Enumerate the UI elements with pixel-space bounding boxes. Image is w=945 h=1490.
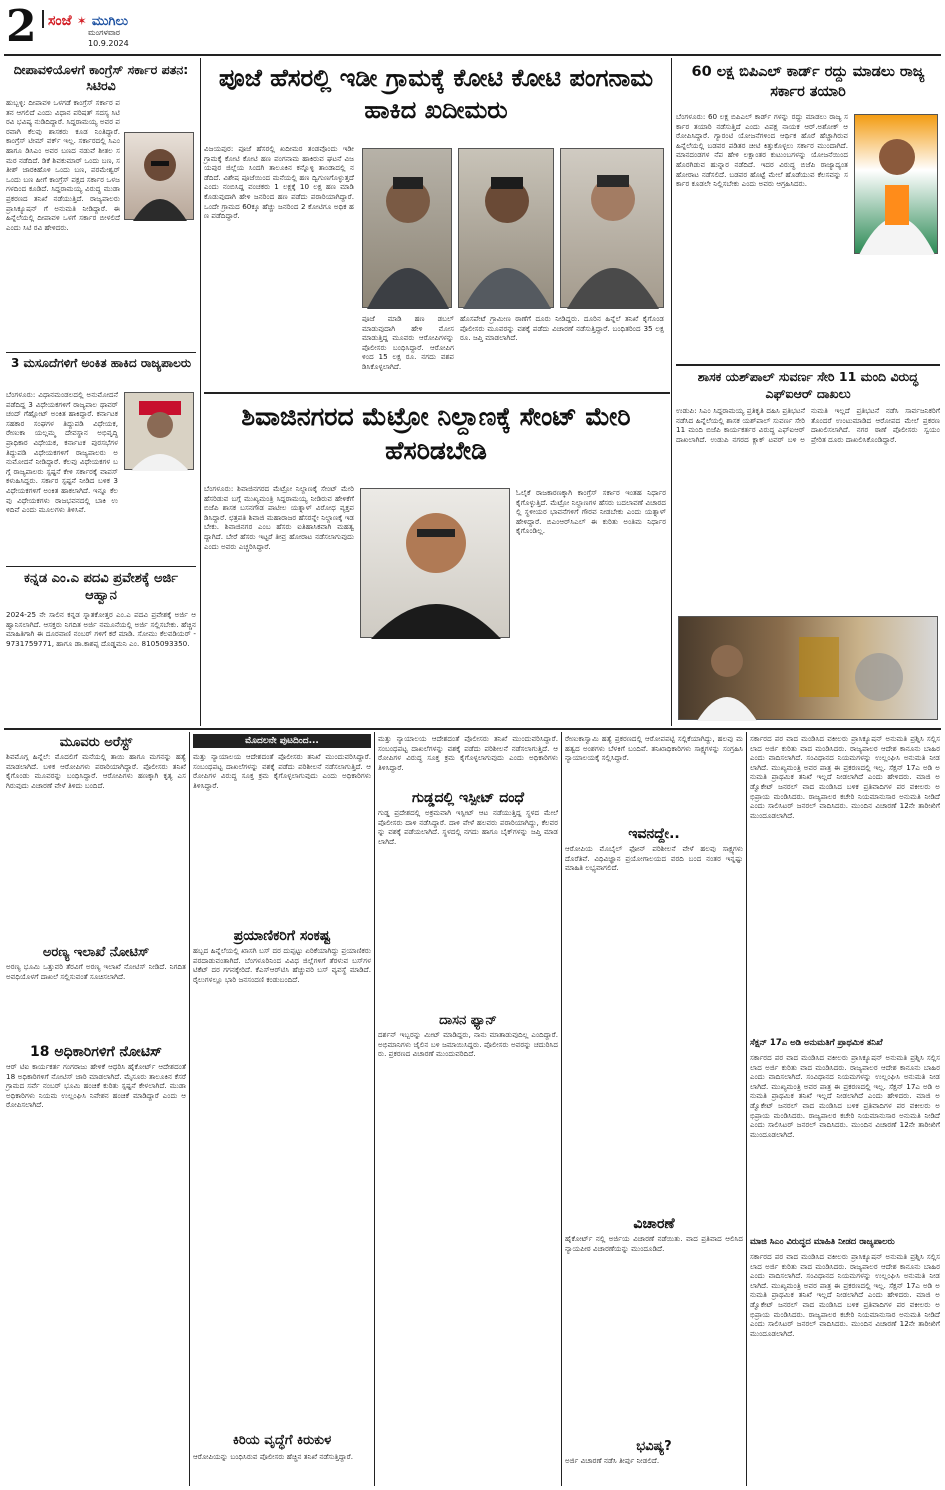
body-bhavishya: ಅರ್ಜಿ ವಿಚಾರಣೆ ನಡೆಸಿ ತೀರ್ಪು ನೀಡಲಿದೆ.	[565, 1456, 660, 1465]
headline-kannada-ma: ಕನ್ನಡ ಎಂ.ಎ ಪದವಿ ಪ್ರವೇಶಕ್ಕೆ ಅರ್ಜಿ ಆಹ್ವಾನ	[23, 571, 178, 603]
body-fan: ದರ್ಶನ್ ಇಬ್ಬರನ್ನು ಮೀಟ್ ಮಾಡಿದ್ದರು, ನಾನು ಮಾತಾಡುವುದಿಲ್ಲ ಎಂದಿದ್ದಾರೆ. ಅಭಿಮಾನಿಗಳು ಜೈಲಿನ ಬಳಿ ಜಮಾಯಿಸಿದ್ದರು. ಪೊಲೀಸರು ಅವರನ್ನು ಚದುರಿಸಿದರು. ಪ್ರಕರಣದ ವಿಚಾರಣೆ ಮುಂದುವರಿದಿದೆ.	[378, 1030, 558, 1059]
right-column-divider	[671, 58, 672, 726]
headline-bhavishya: ಭವಿಷ್ಯ?	[636, 1439, 672, 1454]
body-col5-b: ಸರ್ಕಾರದ ಪರ ವಾದ ಮಂಡಿಸಿದ ವಕೀಲರು ಪ್ರಾಸಿಕ್ಯೂಷನ್ ಅನುಮತಿ ಪ್ರಶ್ನಿಸಿ ಸಲ್ಲಿಸಲಾದ ಅರ್ಜಿ ಕುರಿತು ವಾದ ಮಂಡಿಸಿದರು. ರಾಜ್ಯಪಾಲರ ಆದೇಶ ಕಾನೂನು ಬಾಹಿರ ಎಂದು ವಾದಿಸಲಾಗಿದೆ. ಸಂವಿಧಾನದ ನಿಯಮಗಳನ್ನು ಉಲ್ಲಂಘಿಸಿ ಅನುಮತಿ ನೀಡಲಾಗಿದೆ. ಮುಖ್ಯಮಂತ್ರಿ ಅವರ ಪಾತ್ರ ಈ ಪ್ರಕರಣದಲ್ಲಿ ಇಲ್ಲ. ಸೆಕ್ಷನ್ 17ಎ ಅಡಿ ಅನುಮತಿ ಪ್ರಾಥಮಿಕ ತನಿಖೆ ಇಲ್ಲದೆ ನೀಡಲಾಗಿದೆ ಎಂದು ಹೇಳಿದರು. ಮಾಜಿ ಅಡ್ವೊಕೇಟ್ ಜನರಲ್ ವಾದ ಮಂಡಿಸಿದ ಬಳಿಕ ಪ್ರತಿವಾದಿಗಳ ಪರ ವಕೀಲರು ಅಭಿಪ್ರಾಯ ಮಂಡಿಸಿದರು. ರಾಜ್ಯಪಾಲರ ಕಚೇರಿ ನಿಯಮಾನುಸಾರ ಅನುಮತಿ ನೀಡಿದೆ ಎಂದು ಸಾಲಿಸಿಟರ್ ಜನರಲ್ ವಾದಿಸಿದರು. ಮುಂದಿನ ವಿಚಾರಣೆ 12ನೇ ತಾರೀಖಿಗೆ ಮುಂದೂಡಲಾಗಿದೆ.	[750, 1053, 940, 1139]
story-bpl	[676, 62, 940, 362]
body-fraud-d: ಹೊಸಪೇಟೆ ಗ್ರಾಮೀಣ ಠಾಣೆಗೆ ದೂರು ನೀಡಿದ್ದರು. ದೂರಿನ ಹಿನ್ನೆಲೆ ತನಿಖೆ ಕೈಗೊಂಡ ಪೊಲೀಸರು ಮೂವರನ್ನು ವಶಕ್ಕೆ ಪಡೆದು ವಿಚಾರಣೆ ನಡೆಸುತ್ತಿದ್ದಾರೆ. ಬಂಧಿತರಿಂದ 35 ಲಕ್ಷ ರೂ. ಜಪ್ತಿ ಮಾಡಲಾಗಿದೆ.	[460, 314, 664, 343]
left-rule-1	[6, 352, 196, 353]
headline-arrest: ಮೂವರು ಅರೆಸ್ಟ್	[59, 735, 133, 750]
bottom-divider-1	[189, 732, 190, 1486]
body-travel: ಹಬ್ಬದ ಹಿನ್ನೆಲೆಯಲ್ಲಿ ಖಾಸಗಿ ಬಸ್ ದರ ದುಪ್ಪಟ್ಟು ಏರಿಕೆಯಾಗಿದ್ದು ಪ್ರಯಾಣಿಕರು ಪರದಾಡುವಂತಾಗಿದೆ. ಬೆಂಗಳೂರಿನಿಂದ ವಿವಿಧ ಜಿಲ್ಲೆಗಳಿಗೆ ತೆರಳುವ ಬಸ್‌ಗಳ ಟಿಕೆಟ್ ದರ ಗಗನಕ್ಕೇರಿದೆ. ಕೆಎಸ್‌ಆರ್‌ಟಿಸಿ ಹೆಚ್ಚುವರಿ ಬಸ್ ವ್ಯವಸ್ಥೆ ಮಾಡಿದೆ. ರೈಲುಗಳಲ್ಲೂ ಭಾರಿ ಜನಸಂದಣಿ ಕಂಡುಬಂದಿದೆ.	[193, 946, 371, 984]
body-ctravi-text: ಹುಬ್ಬಳ್ಳಿ: ದೀಪಾವಳಿ ಒಳಗಡೆ ಕಾಂಗ್ರೆಸ್ ಸರ್ಕಾರ ಪತನ ಆಗಲಿದೆ ಎಂದು ವಿಧಾನ ಪರಿಷತ್ ಸದಸ್ಯ ಸಿಟಿ ರವಿ ಭವಿಷ್ಯ ನುಡಿದಿದ್ದಾರೆ. ಸಿದ್ದರಾಮಯ್ಯ ಅವರ ಪರವಾಗಿ ಕೆಲವು ಶಾಸಕರು ಕೂಡ ನಿಂತಿದ್ದಾರೆ. ಕಾಂಗ್ರೆಸ್ ಟೀಮ್ ವರ್ಕ್ ಇಲ್ಲ. ಸರ್ಕಾರದಲ್ಲಿ ಸಿಎಂ ಹಾಗೂ ಡಿಸಿಎಂ ಅವರ ಬಣದ ನಡುವೆ ಶೀತಲ ಸಮರ ನಡೆದಿದೆ. ಡಿಕೆ ಶಿವಕುಮಾರ್ ಒಂದು ಬಣ, ಸತೀಶ್ ಜಾರಕಿಹೊಳಿ ಒಂದು ಬಣ, ಪರಮೇಶ್ವರ್ ಒಂದು ಬಣ ಹೀಗೆ ಕಾಂಗ್ರೆಸ್ ಪಕ್ಷದ ಸರ್ಕಾರ ಒಳಜಗಳದಿಂದ ಕೂಡಿದೆ. ಸಿದ್ದರಾಮಯ್ಯ ವಿರುದ್ಧ ಮುಡಾ ಪ್ರಕರಣದ ತನಿಖೆ ನಡೆಯುತ್ತಿದೆ. ರಾಜ್ಯಪಾಲರು ಪ್ರಾಸಿಕ್ಯೂಷನ್ ಗೆ ಅನುಮತಿ ನೀಡಿದ್ದಾರೆ. ಈ ಹಿನ್ನೆಲೆಯಲ್ಲಿ ದೀಪಾವಳಿ ಒಳಗೆ ಸರ್ಕಾರ ಬೀಳಲಿದೆ ಎಂದು ಸಿಟಿ ರವಿ ಹೇಳಿದರು.	[6, 98, 120, 232]
accused-portrait-icon	[363, 149, 453, 309]
body-bpl: ಬೆಂಗಳೂರು: 60 ಲಕ್ಷ ಬಿಪಿಎಲ್ ಕಾರ್ಡ್ ಗಳನ್ನು ರದ್ದು ಮಾಡಲು ರಾಜ್ಯ ಸರ್ಕಾರ ತಯಾರಿ ನಡೆಸುತ್ತಿದೆ ಎಂದು ವಿಪಕ್ಷ ನಾಯಕ ಆರ್.ಅಶೋಕ್ ಆರೋಪಿಸಿದ್ದಾರೆ. ಗ್ಯಾರಂಟಿ ಯೋಜನೆಗಳಿಂದ ಆರ್ಥಿಕ ಹೊರೆ ಹೆಚ್ಚಾಗಿರುವ ಹಿನ್ನೆಲೆಯಲ್ಲಿ ಬಡವರ ಪಡಿತರ ಚೀಟಿ ಕಿತ್ತುಕೊಳ್ಳಲು ಸರ್ಕಾರ ಮುಂದಾಗಿದೆ. ಮಾನದಂಡಗಳ ನೆಪ ಹೇಳಿ ಲಕ್ಷಾಂತರ ಕುಟುಂಬಗಳನ್ನು ಯೋಜನೆಯಿಂದ ಹೊರಗಿಡುವ ಹುನ್ನಾರ ನಡೆದಿದೆ. ಇದರ ವಿರುದ್ಧ ಬಿಜೆಪಿ ರಾಜ್ಯಾದ್ಯಂತ ಹೋರಾಟ ನಡೆಸಲಿದೆ. ಬಡವರ ಹೊಟ್ಟೆ ಮೇಲೆ ಹೊಡೆಯುವ ಕೆಲಸವನ್ನು ಸರ್ಕಾರ ಕೂಡಲೇ ನಿಲ್ಲಿಸಬೇಕು ಎಂದು ಅವರು ಆಗ್ರಹಿಸಿದರು.	[676, 112, 848, 189]
story-ctravi	[6, 62, 196, 362]
body-ctravi	[6, 98, 196, 360]
headline-travel: ಪ್ರಯಾಣಿಕರಿಗೆ ಸಂಕಷ್ಟ	[233, 928, 331, 944]
politician-portrait-icon	[855, 115, 939, 255]
headline-governor: 3 ಮಸೂದೆಗಳಿಗೆ ಅಂಕಿತ ಹಾಕಿದ ರಾಜ್ಯಪಾಲರು	[10, 356, 192, 370]
politician-portrait-icon	[361, 489, 511, 639]
page-number: 2	[6, 1, 37, 52]
story-kannada-ma	[6, 570, 196, 724]
headline-fan: ದಾಸನ ಫ್ಯಾನ್	[439, 1013, 497, 1028]
headline-ctravi: ದೀಪಾವಳಿಯೊಳಗೆ ಕಾಂಗ್ರೆಸ್ ಸರ್ಕಾರ ಪತನ: ಸಿಟಿರವಿ	[13, 62, 189, 93]
bottom-col-5	[750, 734, 940, 1486]
bottom-col-2	[193, 734, 371, 1486]
subhead-rajya: ಮಾಜಿ ಸಿಎಂ ವಿರುದ್ಧದ ಮಾಹಿತಿ ನೀಡದ ರಾಜ್ಯಪಾಲರು	[750, 1237, 895, 1247]
body-gudda: ಗುಡ್ಡ ಪ್ರದೇಶದಲ್ಲಿ ಅಕ್ರಮವಾಗಿ ಇಸ್ಪೀಟ್ ಆಟ ನಡೆಯುತ್ತಿದ್ದ ಸ್ಥಳದ ಮೇಲೆ ಪೊಲೀಸರು ದಾಳಿ ನಡೆಸಿದ್ದಾರೆ. ದಾಳಿ ವೇಳೆ ಹಲವರು ಪರಾರಿಯಾಗಿದ್ದು, ಕೆಲವರನ್ನು ವಶಕ್ಕೆ ಪಡೆಯಲಾಗಿದೆ. ಸ್ಥಳದಲ್ಲಿ ನಗದು ಹಾಗೂ ಬೈಕ್‌ಗಳನ್ನು ಜಪ್ತಿ ಮಾಡಲಾಗಿದೆ.	[378, 808, 558, 846]
story-metro	[204, 396, 668, 726]
bottom-divider-4	[746, 732, 747, 1486]
body-metro-a: ಬೆಂಗಳೂರು: ಶಿವಾಜಿನಗರದ ಮೆಟ್ರೋ ನಿಲ್ದಾಣಕ್ಕೆ ಸೇಂಟ್ ಮೇರಿ ಹೆಸರಿಡುವ ಬಗ್ಗೆ ಮುಖ್ಯಮಂತ್ರಿ ಸಿದ್ದರಾಮಯ್ಯ ನೀಡಿರುವ ಹೇಳಿಕೆಗೆ ಬಿಜೆಪಿ ಶಾಸಕ ಬಸನಗೌಡ ಪಾಟೀಲ ಯತ್ನಾಳ್ ವಿರೋಧ ವ್ಯಕ್ತಪಡಿಸಿದ್ದಾರೆ. ಛತ್ರಪತಿ ಶಿವಾಜಿ ಮಹಾರಾಜರ ಹೆಸರನ್ನೇ ನಿಲ್ದಾಣಕ್ಕೆ ಇಡಬೇಕು. ಶಿವಾಜಿನಗರ ಎಂಬ ಹೆಸರು ಐತಿಹಾಸಿಕವಾಗಿ ಮಹತ್ವದ್ದಾಗಿದೆ. ಬೇರೆ ಹೆಸರು ಇಟ್ಟರೆ ತೀವ್ರ ಹೋರಾಟ ನಡೆಸಲಾಗುವುದು ಎಂದು ಅವರು ಎಚ್ಚರಿಸಿದ್ದಾರೆ.	[204, 484, 354, 551]
body-col2: ಮತ್ತು ನ್ಯಾಯಾಲಯ ಆದೇಶದಂತೆ ಪೊಲೀಸರು ತನಿಖೆ ಮುಂದುವರಿಸಿದ್ದಾರೆ. ಸಂಬಂಧಪಟ್ಟ ದಾಖಲೆಗಳನ್ನು ವಶಕ್ಕೆ ಪಡೆದು ಪರಿಶೀಲನೆ ನಡೆಸಲಾಗುತ್ತಿದೆ. ಆರೋಪಿಗಳ ವಿರುದ್ಧ ಸೂಕ್ತ ಕ್ರಮ ಕೈಗೊಳ್ಳಲಾಗುವುದು ಎಂದು ಅಧಿಕಾರಿಗಳು ತಿಳಿಸಿದ್ದಾರೆ.	[193, 752, 371, 790]
brand-name-b: ಮುಗಿಲು	[91, 14, 129, 29]
issue-day: ಮಂಗಳವಾರ	[88, 28, 121, 37]
headline-vichara: ವಿಚಾರಣೆ	[633, 1216, 675, 1232]
body-kannada-ma: 2024-25 ನೇ ಸಾಲಿನ ಕನ್ನಡ ಸ್ನಾತಕೋತ್ತರ ಎಂ.ಎ ಪದವಿ ಪ್ರವೇಶಕ್ಕೆ ಅರ್ಜಿ ಆಹ್ವಾನಿಸಲಾಗಿದೆ. ಆಸಕ್ತರು ನಿಗದಿತ ಅರ್ಜಿ ನಮೂನೆಯಲ್ಲಿ ಅರ್ಜಿ ಸಲ್ಲಿಸಬೇಕು. ಹೆಚ್ಚಿನ ಮಾಹಿತಿಗಾಗಿ ಈ ದೂರವಾಣಿ ನಂಬರ್ ಗಳಿಗೆ ಕರೆ ಮಾಡಿ. ಸೋಮು ಕೆಲವಡಿಯರ್ - 9731759771, ಹಾಗೂ ಡಾ.ಕಾಶಪ್ಪ ದೊಡ್ಡಮನಿ ಎಂ. 8105093350.	[6, 610, 196, 648]
photo-ashok	[854, 114, 938, 254]
bottom-col-4	[565, 734, 743, 1486]
body-col4-lead: ರೇಣುಕಾಸ್ವಾಮಿ ಹತ್ಯೆ ಪ್ರಕರಣದಲ್ಲಿ ಆರೋಪಪಟ್ಟಿ ಸಲ್ಲಿಕೆಯಾಗಿದ್ದು, ಹಲವು ಮಹತ್ವದ ಅಂಶಗಳು ಬೆಳಕಿಗೆ ಬಂದಿವೆ. ತನಿಖಾಧಿಕಾರಿಗಳು ಸಾಕ್ಷ್ಯಗಳನ್ನು ಸಂಗ್ರಹಿಸಿ ನ್ಯಾಯಾಲಯಕ್ಕೆ ಸಲ್ಲಿಸಿದ್ದಾರೆ.	[565, 734, 743, 763]
bottom-divider-2	[374, 732, 375, 1486]
headline-fir: ಶಾಸಕ ಯಶ್‌ಪಾಲ್ ಸುವರ್ಣ ಸೇರಿ 11 ಮಂದಿ ವಿರುದ್ಧ ಎಫ್‌ಐಆರ್ ದಾಖಲು	[697, 369, 919, 401]
headline-kiriya: ಕಿರಿಯ ವೃದ್ಧೆಗೆ ಕಿರುಕುಳ	[232, 1433, 332, 1448]
issue-date: 10.9.2024	[88, 39, 129, 48]
brand-logo	[42, 10, 152, 28]
body-notice18: ಆರ್ ಟಿಐ ಕಾರ್ಯಕರ್ತ ಗಂಗರಾಜು ಹೇಳಿಕೆ ಆಧರಿಸಿ ಹೈಕೋರ್ಟ್ ಆದೇಶದಂತೆ 18 ಅಧಿಕಾರಿಗಳಿಗೆ ನೋಟಿಸ್ ಜಾರಿ ಮಾಡಲಾಗಿದೆ. ಮೈಸೂರು ತಾಲೂಕಿನ ಕೆಸರೆ ಗ್ರಾಮದ ಸರ್ವೆ ನಂಬರ್ ಭೂಮಿ ಹಂಚಿಕೆ ಕುರಿತು ಸ್ಪಷ್ಟನೆ ಕೇಳಲಾಗಿದೆ. ಮುಡಾ ಅಧಿಕಾರಿಗಳು ನಿಯಮ ಉಲ್ಲಂಘಿಸಿ ನಿವೇಶನ ಹಂಚಿಕೆ ಮಾಡಿದ್ದಾರೆ ಎಂದು ಆರೋಪಿಸಲಾಗಿದೆ.	[6, 1062, 186, 1110]
body-col5-c: ಸರ್ಕಾರದ ಪರ ವಾದ ಮಂಡಿಸಿದ ವಕೀಲರು ಪ್ರಾಸಿಕ್ಯೂಷನ್ ಅನುಮತಿ ಪ್ರಶ್ನಿಸಿ ಸಲ್ಲಿಸಲಾದ ಅರ್ಜಿ ಕುರಿತು ವಾದ ಮಂಡಿಸಿದರು. ರಾಜ್ಯಪಾಲರ ಆದೇಶ ಕಾನೂನು ಬಾಹಿರ ಎಂದು ವಾದಿಸಲಾಗಿದೆ. ಸಂವಿಧಾನದ ನಿಯಮಗಳನ್ನು ಉಲ್ಲಂಘಿಸಿ ಅನುಮತಿ ನೀಡಲಾಗಿದೆ. ಮುಖ್ಯಮಂತ್ರಿ ಅವರ ಪಾತ್ರ ಈ ಪ್ರಕರಣದಲ್ಲಿ ಇಲ್ಲ. ಸೆಕ್ಷನ್ 17ಎ ಅಡಿ ಅನುಮತಿ ಪ್ರಾಥಮಿಕ ತನಿಖೆ ಇಲ್ಲದೆ ನೀಡಲಾಗಿದೆ ಎಂದು ಹೇಳಿದರು. ಮಾಜಿ ಅಡ್ವೊಕೇಟ್ ಜನರಲ್ ವಾದ ಮಂಡಿಸಿದ ಬಳಿಕ ಪ್ರತಿವಾದಿಗಳ ಪರ ವಕೀಲರು ಅಭಿಪ್ರಾಯ ಮಂಡಿಸಿದರು. ರಾಜ್ಯಪಾಲರ ಕಚೇರಿ ನಿಯಮಾನುಸಾರ ಅನುಮತಿ ನೀಡಿದೆ ಎಂದು ಸಾಲಿಸಿಟರ್ ಜನರಲ್ ವಾದಿಸಿದರು. ಮುಂದಿನ ವಿಚಾರಣೆ 12ನೇ ತಾರೀಖಿಗೆ ಮುಂದೂಡಲಾಗಿದೆ.	[750, 1252, 940, 1338]
protest-scene-icon	[679, 617, 939, 721]
continued-banner: ಮೊದಲನೇ ಪುಟದಿಂದ...	[193, 734, 371, 748]
subhead-17a: ಸೆಕ್ಷನ್ 17ಎ ಅಡಿ ಅನುಮತಿಗೆ ಪ್ರಾಥಮಿಕ ತನಿಖೆ	[750, 1038, 883, 1048]
brand-star-icon: ✶	[76, 14, 87, 28]
body-arrest: ಶಿವಮೊಗ್ಗ ಹಿನ್ನೆಲೆ: ಮೊದಲಿಗೆ ಮನೆಯಲ್ಲಿ ತಾಯಿ ಹಾಗೂ ಮಗನನ್ನು ಹತ್ಯೆ ಮಾಡಲಾಗಿದೆ. ಬಳಿಕ ಆರೋಪಿಗಳು ಪರಾರಿಯಾಗಿದ್ದಾರೆ. ಪೊಲೀಸರು ತನಿಖೆ ಕೈಗೊಂಡು ಮೂವರನ್ನು ಬಂಧಿಸಿದ್ದಾರೆ. ಆರೋಪಿಗಳು ಹಣಕ್ಕಾಗಿ ಕೃತ್ಯ ಎಸಗಿರುವುದು ವಿಚಾರಣೆ ವೇಳೆ ತಿಳಿದು ಬಂದಿದೆ.	[6, 752, 186, 790]
bottom-col-1	[6, 734, 186, 1486]
photo-protest	[678, 616, 938, 720]
headline-fraud: ಪೂಜೆ ಹೆಸರಲ್ಲಿ ಇಡೀ ಗ್ರಾಮಕ್ಕೆ ಕೋಟಿ ಕೋಟಿ ಪಂಗನಾಮ ಹಾಕಿದ ಖದೀಮರು	[218, 64, 654, 124]
photo-yatnal	[360, 488, 510, 638]
photo-accused-1	[362, 148, 452, 308]
body-governor: ಬೆಂಗಳೂರು: ವಿಧಾನಮಂಡಲದಲ್ಲಿ ಅನುಮೋದನೆ ಪಡೆದಿದ್ದ 3 ವಿಧೇಯಕಗಳಿಗೆ ರಾಜ್ಯಪಾಲ ಥಾವರ್ ಚಂದ್ ಗೆಹ್ಲೋಟ್ ಅಂಕಿತ ಹಾಕಿದ್ದಾರೆ. ಕರ್ನಾಟಕ ಸಹಕಾರ ಸಂಘಗಳ ತಿದ್ದುಪಡಿ ವಿಧೇಯಕ, ರೇಣುಕಾ ಯಲ್ಲಮ್ಮ ದೇವಸ್ಥಾನ ಅಭಿವೃದ್ಧಿ ಪ್ರಾಧಿಕಾರ ವಿಧೇಯಕ, ಕರ್ನಾಟಕ ಪುರಸಭೆಗಳ ತಿದ್ದುಪಡಿ ವಿಧೇಯಕಗಳಿಗೆ ರಾಜ್ಯಪಾಲರು ಅನುಮೋದನೆ ನೀಡಿದ್ದಾರೆ. ಕೆಲವು ವಿಧೇಯಕಗಳ ಬಗ್ಗೆ ರಾಜ್ಯಪಾಲರು ಸ್ಪಷ್ಟನೆ ಕೇಳಿ ಸರ್ಕಾರಕ್ಕೆ ವಾಪಸ್ ಕಳುಹಿಸಿದ್ದರು. ಸರ್ಕಾರ ಸ್ಪಷ್ಟನೆ ನೀಡಿದ ಬಳಿಕ 3 ವಿಧೇಯಕಗಳಿಗೆ ಅಂಕಿತ ಹಾಕಲಾಗಿದೆ. ಇನ್ನೂ ಕೆಲವು ವಿಧೇಯಕಗಳು ರಾಜಭವನದಲ್ಲಿ ಬಾಕಿ ಉಳಿದಿವೆ ಎಂದು ಮೂಲಗಳು ತಿಳಿಸಿವೆ.	[6, 390, 118, 515]
story-governor	[6, 356, 196, 564]
brand-name-a: ಸಂಜೆ	[48, 13, 72, 29]
photo-accused-3	[560, 148, 664, 308]
story-fir	[676, 368, 940, 724]
body-col5-a: ಸರ್ಕಾರದ ಪರ ವಾದ ಮಂಡಿಸಿದ ವಕೀಲರು ಪ್ರಾಸಿಕ್ಯೂಷನ್ ಅನುಮತಿ ಪ್ರಶ್ನಿಸಿ ಸಲ್ಲಿಸಲಾದ ಅರ್ಜಿ ಕುರಿತು ವಾದ ಮಂಡಿಸಿದರು. ರಾಜ್ಯಪಾಲರ ಆದೇಶ ಕಾನೂನು ಬಾಹಿರ ಎಂದು ವಾದಿಸಲಾಗಿದೆ. ಸಂವಿಧಾನದ ನಿಯಮಗಳನ್ನು ಉಲ್ಲಂಘಿಸಿ ಅನುಮತಿ ನೀಡಲಾಗಿದೆ. ಮುಖ್ಯಮಂತ್ರಿ ಅವರ ಪಾತ್ರ ಈ ಪ್ರಕರಣದಲ್ಲಿ ಇಲ್ಲ. ಸೆಕ್ಷನ್ 17ಎ ಅಡಿ ಅನುಮತಿ ಪ್ರಾಥಮಿಕ ತನಿಖೆ ಇಲ್ಲದೆ ನೀಡಲಾಗಿದೆ ಎಂದು ಹೇಳಿದರು. ಮಾಜಿ ಅಡ್ವೊಕೇಟ್ ಜನರಲ್ ವಾದ ಮಂಡಿಸಿದ ಬಳಿಕ ಪ್ರತಿವಾದಿಗಳ ಪರ ವಕೀಲರು ಅಭಿಪ್ರಾಯ ಮಂಡಿಸಿದರು. ರಾಜ್ಯಪಾಲರ ಕಚೇರಿ ನಿಯಮಾನುಸಾರ ಅನುಮತಿ ನೀಡಿದೆ ಎಂದು ಸಾಲಿಸಿಟರ್ ಜನರಲ್ ವಾದಿಸಿದರು. ಮುಂದಿನ ವಿಚಾರಣೆ 12ನೇ ತಾರೀಖಿಗೆ ಮುಂದೂಡಲಾಗಿದೆ.	[750, 734, 940, 820]
bottom-rule	[4, 728, 941, 730]
bottom-divider-3	[561, 732, 562, 1486]
body-col3-lead: ಮತ್ತು ನ್ಯಾಯಾಲಯ ಆದೇಶದಂತೆ ಪೊಲೀಸರು ತನಿಖೆ ಮುಂದುವರಿಸಿದ್ದಾರೆ. ಸಂಬಂಧಪಟ್ಟ ದಾಖಲೆಗಳನ್ನು ವಶಕ್ಕೆ ಪಡೆದು ಪರಿಶೀಲನೆ ನಡೆಸಲಾಗುತ್ತಿದೆ. ಆರೋಪಿಗಳ ವಿರುದ್ಧ ಸೂಕ್ತ ಕ್ರಮ ಕೈಗೊಳ್ಳಲಾಗುವುದು ಎಂದು ಅಧಿಕಾರಿಗಳು ತಿಳಿಸಿದ್ದಾರೆ.	[378, 734, 558, 772]
headline-bpl: 60 ಲಕ್ಷ ಬಿಪಿಎಲ್ ಕಾರ್ಡ್ ರದ್ದು ಮಾಡಲು ರಾಜ್ಯ ಸರ್ಕಾರ ತಯಾರಿ	[691, 64, 925, 100]
left-column-divider	[200, 58, 201, 726]
accused-portrait-icon	[459, 149, 555, 309]
photo-governor	[124, 392, 194, 470]
body-vichara: ಹೈಕೋರ್ಟ್ ನಲ್ಲಿ ಅರ್ಜಿಯ ವಿಚಾರಣೆ ನಡೆಯಿತು. ವಾದ ಪ್ರತಿವಾದ ಆಲಿಸಿದ ನ್ಯಾಯಪೀಠ ವಿಚಾರಣೆಯನ್ನು ಮುಂದೂಡಿದೆ.	[565, 1234, 743, 1253]
masthead-rule	[4, 54, 941, 56]
body-metro-b: ಓಲೈಕೆ ರಾಜಕಾರಣಕ್ಕಾಗಿ ಕಾಂಗ್ರೆಸ್ ಸರ್ಕಾರ ಇಂತಹ ನಿರ್ಧಾರ ಕೈಗೊಳ್ಳುತ್ತಿದೆ. ಮೆಟ್ರೋ ನಿಲ್ದಾಣಗಳ ಹೆಸರು ಬದಲಾವಣೆ ವಿಚಾರದಲ್ಲಿ ಸ್ಥಳೀಯರ ಭಾವನೆಗಳಿಗೆ ಗೌರವ ನೀಡಬೇಕು ಎಂದು ಯತ್ನಾಳ್ ಹೇಳಿದ್ದಾರೆ. ಬಿಎಂಆರ್‌ಸಿಎಲ್ ಈ ಕುರಿತು ಅಂತಿಮ ನಿರ್ಧಾರ ಕೈಗೊಂಡಿಲ್ಲ.	[516, 488, 666, 536]
governor-portrait-icon	[125, 393, 195, 471]
center-rule-1	[204, 392, 670, 394]
body-kiriya: ಆರೋಪಿಯನ್ನು ಬಂಧಿಸಿರುವ ಪೊಲೀಸರು ಹೆಚ್ಚಿನ ತನಿಖೆ ನಡೆಸುತ್ತಿದ್ದಾರೆ.	[193, 1452, 353, 1461]
masthead	[6, 1, 186, 52]
headline-forest: ಅರಣ್ಯ ಇಲಾಖೆ ನೋಟಿಸ್	[42, 945, 150, 960]
photo-accused-2	[458, 148, 554, 308]
headline-ivanadde: ಇವನದ್ದೇ..	[628, 826, 680, 842]
body-fir: ಉಡುಪಿ: ಸಿಎಂ ಸಿದ್ದರಾಮಯ್ಯ ಪ್ರತಿಕೃತಿ ದಹಿಸಿ ಪ್ರತಿಭಟನೆ ನಡೆಸಿದ ಹಿನ್ನೆಲೆಯಲ್ಲಿ ಶಾಸಕ ಯಶ್‌ಪಾಲ್ ಸುವರ್ಣ ಸೇರಿ 11 ಮಂದಿ ಬಿಜೆಪಿ ಕಾರ್ಯಕರ್ತರ ವಿರುದ್ಧ ಎಫ್‌ಐಆರ್ ದಾಖಲಾಗಿದೆ. ಉಡುಪಿ ನಗರದ ಕ್ಲಾಕ್ ಟವರ್ ಬಳಿ ಅನುಮತಿ ಇಲ್ಲದೆ ಪ್ರತಿಭಟನೆ ನಡೆಸಿ ಸಾರ್ವಜನಿಕರಿಗೆ ತೊಂದರೆ ಉಂಟುಮಾಡಿದ ಆರೋಪದ ಮೇಲೆ ಪ್ರಕರಣ ದಾಖಲಿಸಲಾಗಿದೆ. ನಗರ ಠಾಣೆ ಪೊಲೀಸರು ಸ್ವಯಂ ಪ್ರೇರಿತ ದೂರು ದಾಖಲಿಸಿಕೊಂಡಿದ್ದಾರೆ.	[676, 406, 940, 444]
bottom-col-3	[378, 734, 558, 1486]
story-fraud	[204, 58, 668, 390]
right-rule-1	[676, 364, 940, 366]
left-rule-2	[6, 566, 196, 567]
headline-metro: ಶಿವಾಜಿನಗರದ ಮೆಟ್ರೋ ನಿಲ್ದಾಣಕ್ಕೆ ಸೇಂಟ್ ಮೇರಿ ಹೆಸರಿಡಬೇಡಿ	[241, 402, 631, 465]
headline-notice18: 18 ಅಧಿಕಾರಿಗಳಿಗೆ ನೋಟಿಸ್	[30, 1044, 162, 1060]
accused-portrait-icon	[561, 149, 665, 309]
body-fraud-a: ವಿಜಯಪುರ: ಪೂಜೆ ಹೆಸರಲ್ಲಿ ಖದೀಮರ ತಂಡವೊಂದು ಇಡೀ ಗ್ರಾಮಕ್ಕೆ ಕೋಟಿ ಕೋಟಿ ಹಣ ಪಂಗನಾಮ ಹಾಕಿರುವ ಘಟನೆ ವಿಜಯಪುರ ಜಿಲ್ಲೆಯ ಸಿಂದಗಿ ತಾಲೂಕಿನ ಕನ್ನೊಳ್ಳಿ ತಾಂಡಾದಲ್ಲಿ ನಡೆದಿದೆ. ವಿಶೇಷ ಪೂಜೆಯಿಂದ ಮನೆಯಲ್ಲಿ ಹಣ ದ್ವಿಗುಣಗೊಳ್ಳುತ್ತದೆ ಎಂದು ನಂಬಿಸಿದ್ದ ವಂಚಕರು 1 ಲಕ್ಷಕ್ಕೆ 10 ಲಕ್ಷ ಹಣ ಮಾಡಿ ಕೊಡುವುದಾಗಿ ಹೇಳಿ ಜನರಿಂದ ಹಣ ಪಡೆದು ಪರಾರಿಯಾಗಿದ್ದಾರೆ. ಒಂದೇ ಗ್ರಾಮದ 60ಕ್ಕೂ ಹೆಚ್ಚು ಜನರಿಂದ 2 ಕೋಟಿಗೂ ಅಧಿಕ ಹಣ ಪಡೆದಿದ್ದಾರೆ.	[204, 144, 354, 221]
body-forest: ಅರಣ್ಯ ಭೂಮಿ ಒತ್ತುವರಿ ತೆರವಿಗೆ ಅರಣ್ಯ ಇಲಾಖೆ ನೋಟಿಸ್ ನೀಡಿದೆ. ನಿಗದಿತ ಅವಧಿಯೊಳಗೆ ದಾಖಲೆ ಸಲ್ಲಿಸುವಂತೆ ಸೂಚಿಸಲಾಗಿದೆ.	[6, 962, 186, 981]
body-fir-columns	[676, 406, 940, 614]
body-ivanadde: ಆರೋಪಿಯ ಮೊಬೈಲ್ ಫೋನ್ ಪರಿಶೀಲನೆ ವೇಳೆ ಹಲವು ಸಾಕ್ಷ್ಯಗಳು ದೊರೆತಿವೆ. ವಿಧಿವಿಜ್ಞಾನ ಪ್ರಯೋಗಾಲಯದ ವರದಿ ಬಂದ ನಂತರ ಇನ್ನಷ್ಟು ಮಾಹಿತಿ ಲಭ್ಯವಾಗಲಿದೆ.	[565, 844, 743, 873]
body-fraud-c: ಪೂಜೆ ಮಾಡಿ ಹಣ ಡಬಲ್ ಮಾಡುವುದಾಗಿ ಹೇಳಿ ಮೋಸ ಮಾಡುತ್ತಿದ್ದ ಮೂವರು ಆರೋಪಿಗಳನ್ನು ಪೊಲೀಸರು ಬಂಧಿಸಿದ್ದಾರೆ. ಆರೋಪಿಗಳಿಂದ 15 ಲಕ್ಷ ರೂ. ನಗದು ವಶಪಡಿಸಿಕೊಳ್ಳಲಾಗಿದೆ.	[362, 314, 454, 371]
headline-gudda: ಗುಡ್ಡದಲ್ಲಿ ಇಸ್ಪೀಟ್ ದಂಧೆ	[411, 790, 525, 806]
